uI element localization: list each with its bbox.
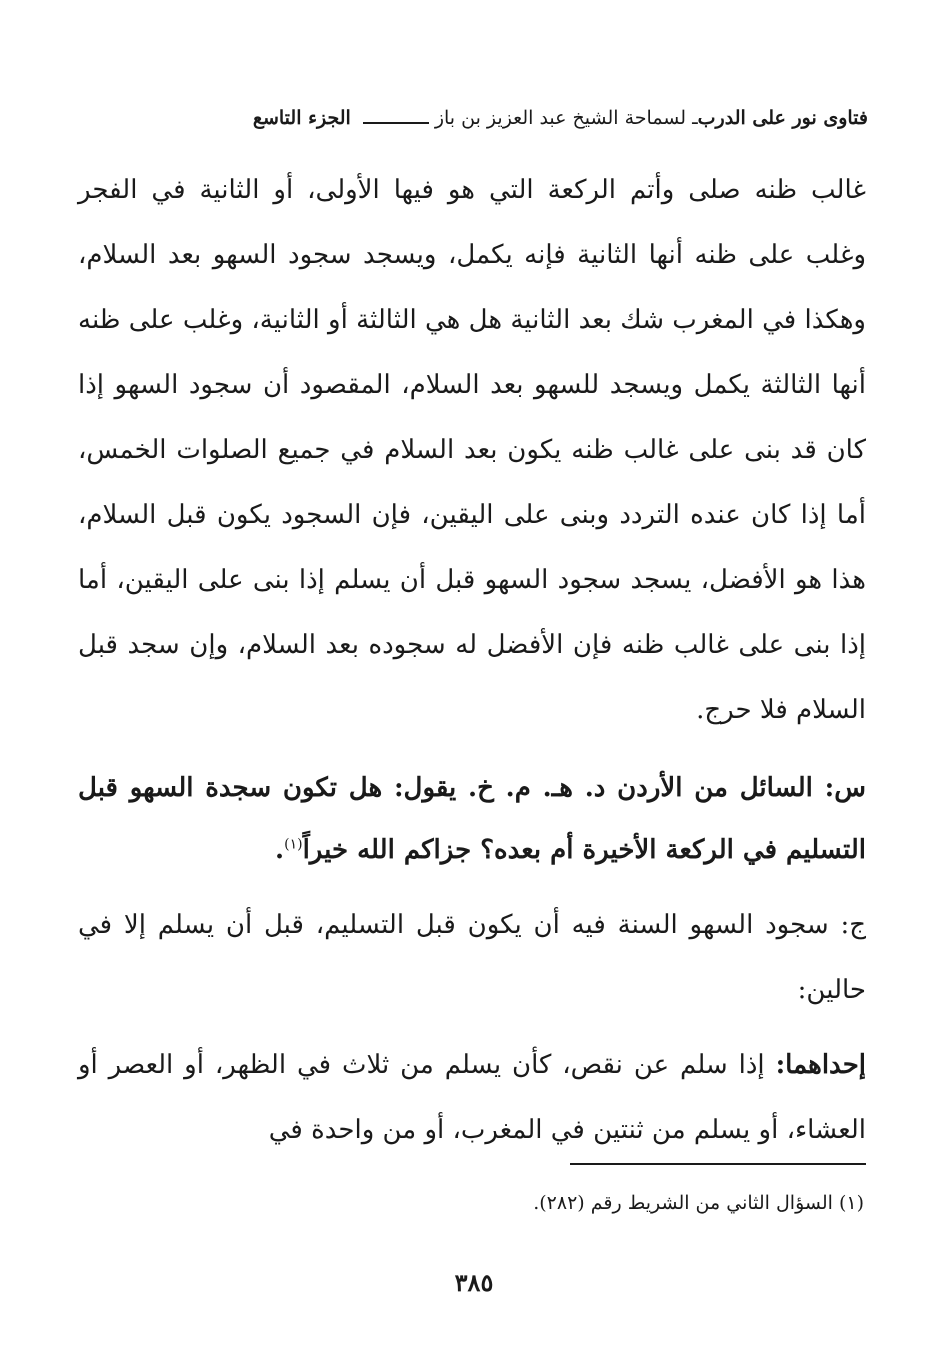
header-attribution: ـ لسماحة الشيخ عبد العزيز بن باز [434,107,698,129]
question-text: س: السائل من الأردن د. هـ. م. خ. يقول: هل تكون سجدة السهو قبل التسليم في الركعة الأخيرة أم بعده؟ جزاكم الله خيراً [78,773,866,865]
main-text [78,158,866,1163]
header-rule [363,122,429,124]
continuation-paragraph: غالب ظنه صلى وأتم الركعة التي هو فيها الأولى، أو الثانية في الفجر وغلب على ظنه أنها الثانية فإنه يكمل، ويسجد سجود السهو بعد السلام، وهكذا في المغرب شك بعد الثانية هل هي الثالثة أو الثانية، وغلب على ظنه أنها الثالثة يكمل ويسجد للسهو بعد السلام، المقصود أن سجود السهو إذا كان قد بنى على غالب ظنه يكون بعد السلام في جميع الصلوات الخمس، أما إذا كان عنده التردد وبنى على اليقين، فإن السجود يكون قبل السلام، هذا هو الأفضل، يسجد سجود السهو قبل أن يسلم إذا بنى على اليقين، أما إذا بنى على غالب ظنه فإن الأفضل له سجوده بعد السلام، وإن سجد قبل السلام فلا حرج. [78,175,866,725]
first-case-paragraph [78,1033,866,1163]
answer-paragraph: ج: سجود السهو السنة فيه أن يكون قبل التسليم، قبل أن يسلم إلا في حالين: [78,910,866,1005]
part-label: الجزء التاسع [252,107,351,129]
page-number: ٣٨٥ [454,1268,494,1297]
first-case-text: إذا سلم عن نقص، كأن يسلم من ثلاث في الظهر، أو العصر أو العشاء، أو يسلم من ثنتين في المغرب، أو من واحدة في [78,1050,866,1145]
question-end: . [275,835,285,865]
book-title: فتاوى نور على الدرب [697,107,868,129]
footnote: (١) السؤال الثاني من الشريط رقم (٢٨٢). [533,1192,864,1214]
first-case-label: إحداهما: [775,1050,866,1080]
question-paragraph [78,757,866,881]
footnote-reference: (١) [284,836,303,853]
running-header [80,100,868,136]
footnote-separator [570,1163,866,1165]
